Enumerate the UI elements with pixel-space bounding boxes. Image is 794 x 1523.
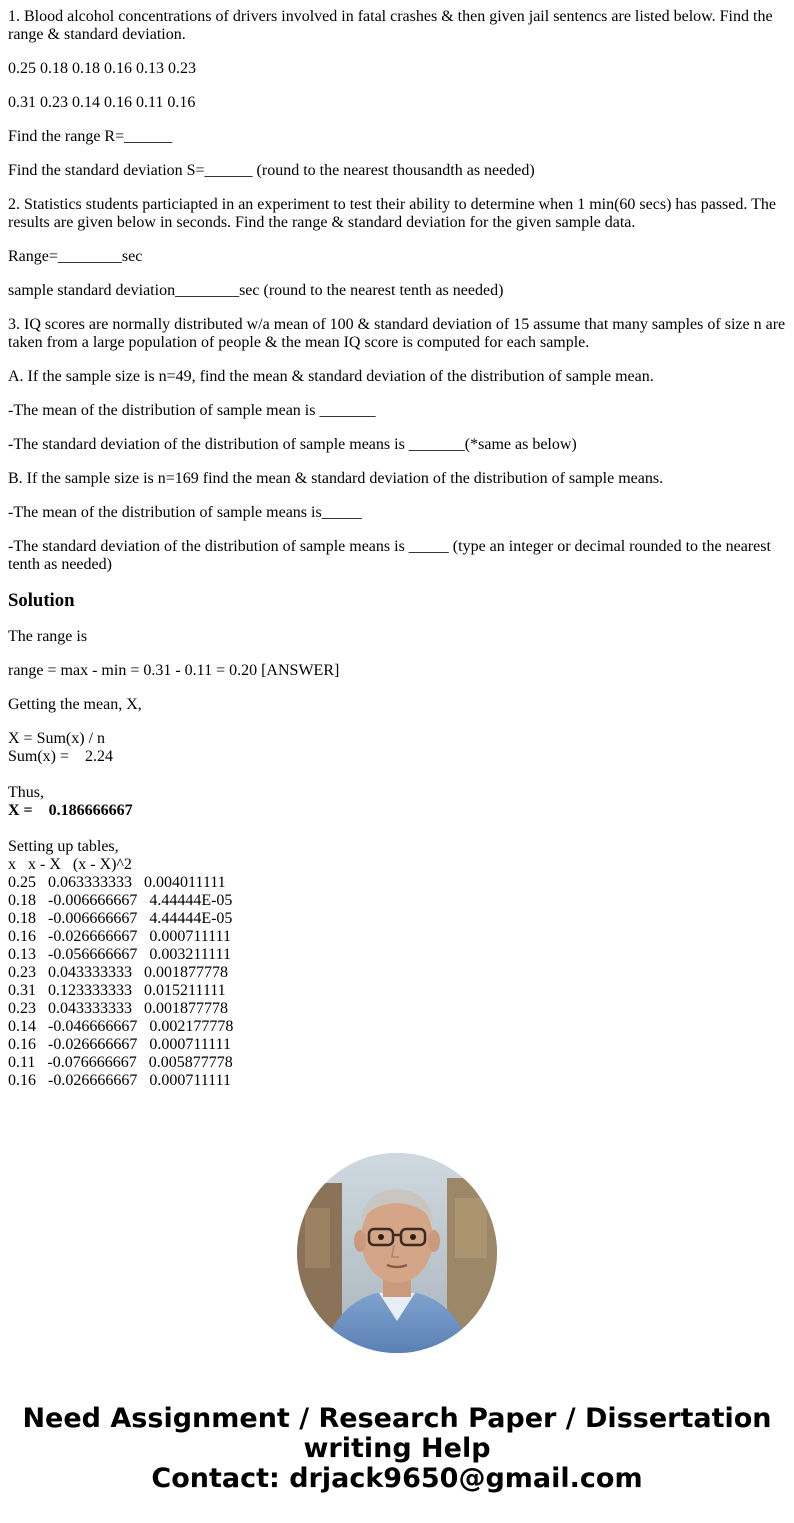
question-3-part-b-sd: -The standard deviation of the distribution of sample means is _____ (type an integer or decimal rounded to the nearest tenth as needed) [8, 538, 771, 573]
solution-mean-result: X = 0.186666667 [8, 802, 133, 819]
tutor-avatar-illustration [297, 1153, 497, 1353]
solution-tables-intro: Setting up tables, [8, 838, 119, 855]
table-row: 0.11 -0.076666667 0.005877778 [8, 1054, 233, 1071]
question-3-part-b: B. If the sample size is n=169 find the mean & standard deviation of the distribution of sample means. [8, 470, 664, 487]
solution-thus: Thus, [8, 784, 44, 801]
tutor-avatar [297, 1153, 497, 1353]
promo-footer [0, 1404, 794, 1494]
question-3-text: 3. IQ scores are normally distributed w/a mean of 100 & standard deviation of 15 assume that many samples of size n are taken from a large population of people & the mean IQ score is computed for each sample. [8, 316, 786, 351]
table-row: 0.18 -0.006666667 4.44444E-05 [8, 910, 233, 927]
solution-mean-intro: Getting the mean, X, [8, 696, 142, 713]
table-row: 0.14 -0.046666667 0.002177778 [8, 1018, 234, 1035]
promo-line-1: Need Assignment / Research Paper / Dissertation [22, 1403, 772, 1434]
solution-mean-formula: X = Sum(x) / n [8, 730, 106, 747]
solution-table-rows [8, 874, 788, 1090]
question-1-range-prompt: Find the range R=______ [8, 128, 173, 145]
question-1-sd-prompt: Find the standard deviation S=______ (round to the nearest thousandth as needed) [8, 162, 535, 179]
question-3-part-a-sd: -The standard deviation of the distribution of sample means is _______(*same as below) [8, 436, 577, 453]
document-content [8, 8, 788, 1090]
solution-table-header: x x - X (x - X)^2 [8, 856, 132, 873]
table-row: 0.18 -0.006666667 4.44444E-05 [8, 892, 233, 909]
question-1-data-line-2: 0.31 0.23 0.14 0.16 0.11 0.16 [8, 94, 196, 111]
table-row: 0.25 0.063333333 0.004011111 [8, 874, 226, 891]
table-row: 0.13 -0.056666667 0.003211111 [8, 946, 231, 963]
solution-heading: Solution [8, 590, 75, 611]
question-3-part-a-mean: -The mean of the distribution of sample mean is _______ [8, 402, 376, 419]
table-row: 0.16 -0.026666667 0.000711111 [8, 1072, 231, 1089]
question-2-text: 2. Statistics students particiapted in an experiment to test their ability to determine when 1 min(60 secs) has passed. The results are given below in seconds. Find the range & standard deviation for the given sample data. [8, 196, 776, 231]
solution-range-calc: range = max - min = 0.31 - 0.11 = 0.20 [ANSWER] [8, 662, 340, 679]
table-row: 0.31 0.123333333 0.015211111 [8, 982, 226, 999]
promo-line-2: writing Help [303, 1433, 491, 1464]
question-3-part-a: A. If the sample size is n=49, find the mean & standard deviation of the distribution of sample mean. [8, 368, 654, 385]
question-2-range-prompt: Range=________sec [8, 248, 143, 265]
question-1-data-line-1: 0.25 0.18 0.18 0.16 0.13 0.23 [8, 60, 196, 77]
solution-sum-line: Sum(x) = 2.24 [8, 748, 114, 765]
table-row: 0.23 0.043333333 0.001877778 [8, 1000, 228, 1017]
table-row: 0.16 -0.026666667 0.000711111 [8, 1036, 231, 1053]
spacer [8, 766, 788, 784]
solution-body [8, 730, 788, 1090]
question-3-part-b-mean: -The mean of the distribution of sample means is_____ [8, 504, 362, 521]
spacer [8, 820, 788, 838]
question-1-text: 1. Blood alcohol concentrations of drivers involved in fatal crashes & then given jail sentencs are listed below. Find the range & standard deviation. [8, 8, 773, 43]
table-row: 0.23 0.043333333 0.001877778 [8, 964, 228, 981]
question-2-sd-prompt: sample standard deviation________sec (round to the nearest tenth as needed) [8, 282, 504, 299]
table-row: 0.16 -0.026666667 0.000711111 [8, 928, 231, 945]
promo-contact: Contact: drjack9650@gmail.com [151, 1463, 643, 1494]
solution-range-intro: The range is [8, 628, 88, 645]
